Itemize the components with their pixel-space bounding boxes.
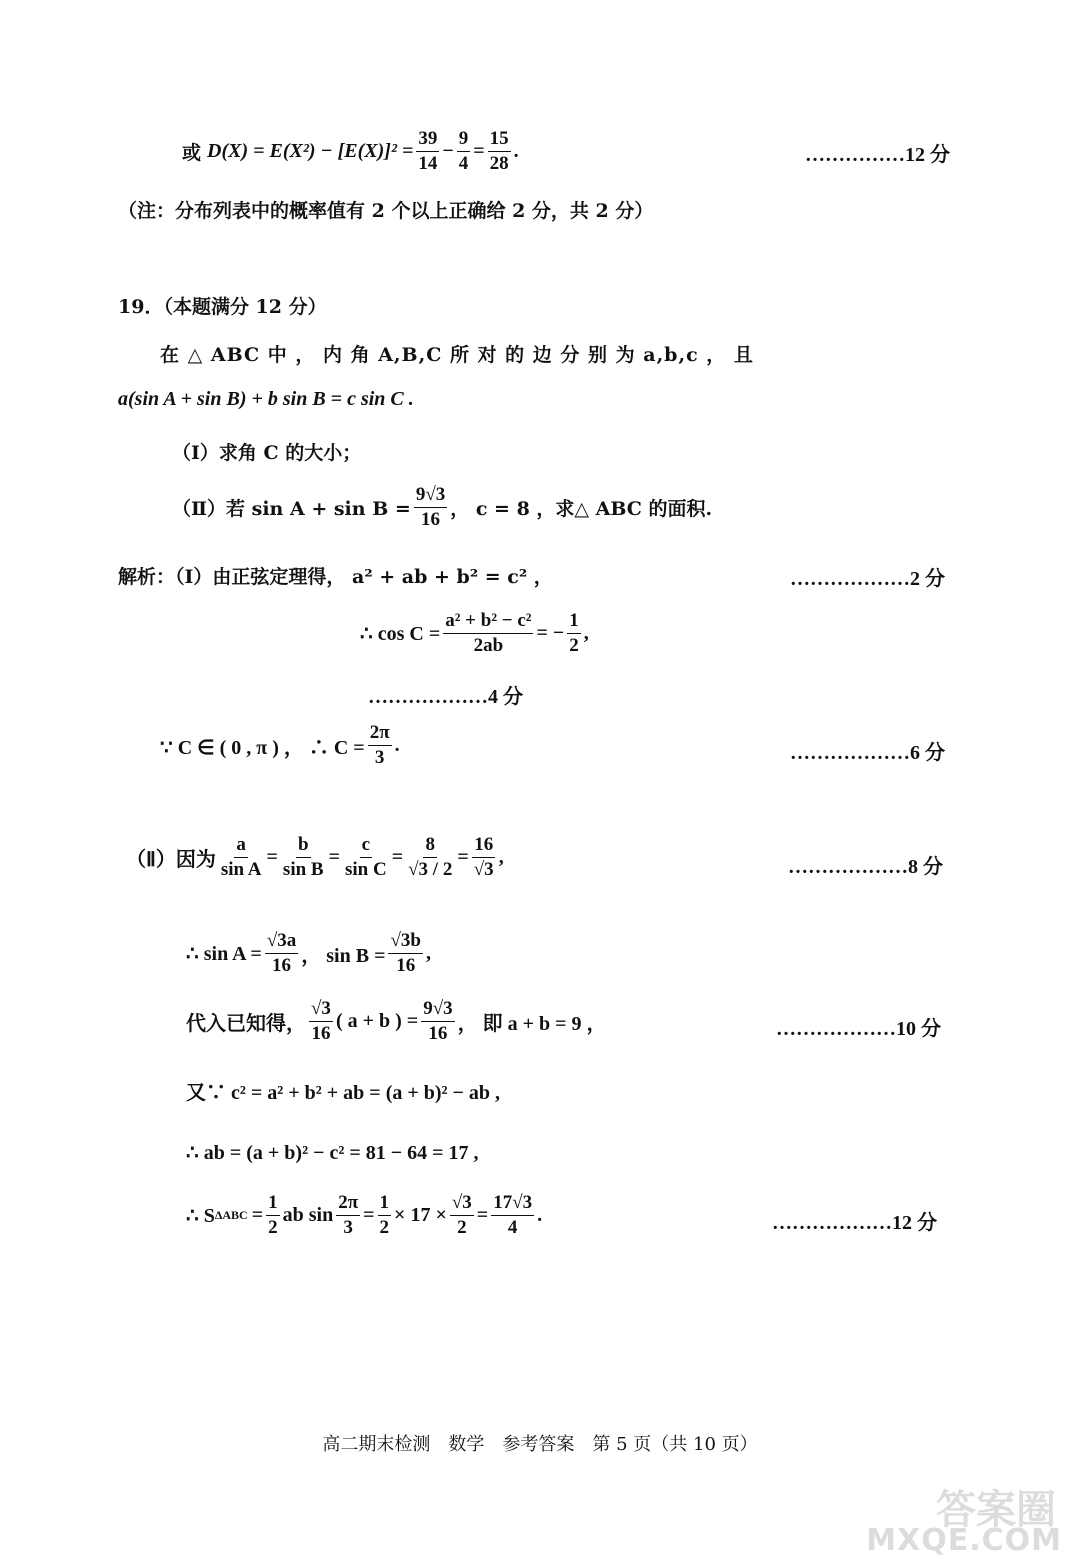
variance-prefix: 或 — [182, 141, 202, 164]
score-2: ………………2 分 — [790, 568, 945, 590]
page-footer: 高二期末检测 数学 参考答案 第 5 页（共 10 页） — [322, 1434, 758, 1455]
fraction-17sqrt3-4: $\frac{17√3}{4}$ — [493, 1192, 533, 1238]
fraction-a-sinA: $\frac{a}{\text{sin A}}$ — [220, 834, 262, 880]
question-part-2: （Ⅱ）若 sin A + sin B = $\frac{9√3}{16}$ ， c = 8 ，求△ ABC 的面积. — [172, 484, 713, 530]
question-stem-2: a(sin A + sin B) + b sin B = c sin C . — [118, 388, 414, 410]
fraction-39-14: $\frac{39}{14}$ — [418, 128, 438, 174]
score-6: ………………6 分 — [790, 742, 945, 764]
fraction-half-b: $\frac{1}{2}$ — [379, 1192, 390, 1238]
watermark-site: MXQE.COM — [866, 1523, 1062, 1558]
cosine-rule-line: 又∵ c² = a² + b² + ab = (a + b)² − ab , — [186, 1082, 501, 1104]
watermark-logo — [866, 1478, 1066, 1558]
score-12-a: ……………12 分 — [805, 144, 950, 166]
question-19-title: 19．（本题满分 12 分） — [118, 296, 327, 318]
ab-value-line: ∴ ab = (a + b)² − c² = 81 − 64 = 17 , — [186, 1142, 479, 1164]
watermark-logo-text: 答案圈 — [936, 1487, 1056, 1533]
fraction-15-28: $\frac{15}{28}$ — [489, 128, 509, 174]
fraction-sqrt3a-16: $\frac{√3a}{16}$ — [266, 930, 297, 976]
score-4: ………………4 分 — [368, 686, 523, 708]
fraction-2pi-3: $\frac{2\pi}{3}$ — [369, 722, 390, 768]
score-10: ………………10 分 — [776, 1018, 941, 1040]
variance-line: 或 D(X) = E(X²) − [E(X)]² = $\frac{39}{14}$ − $\frac{9}{4}$ = $\frac{15}{28}$ . — [182, 128, 519, 174]
substitution-line: 代入已知得， $\frac{√3}{16}$ ( a + b ) = $\frac{9√3}{16}$ ， 即 a + b = 9 ， — [186, 998, 607, 1044]
c-range-line: ∵ C ∈ ( 0 , π ) ， ∴ C = $\frac{2\pi}{3}$ . — [160, 722, 400, 768]
fraction-c-sinC: $\frac{c}{\text{sin C}}$ — [345, 834, 387, 880]
fraction-b-sinB: $\frac{b}{\text{sin B}}$ — [282, 834, 324, 880]
area-line: ∴ S ΔABC = $\frac{1}{2}$ ab sin $\frac{2\pi}{3}$ = $\frac{1}{2}$ × 17 × $\frac{√3}{2}$ = $\frac{17√3}{4}$ . — [186, 1192, 543, 1238]
fraction-cos-c: $\frac{\text{a² + b² − c²}}{2ab}$ — [445, 610, 532, 656]
fraction-9sqrt3-16: $\frac{9√3}{16}$ — [415, 484, 446, 530]
cos-c-line: ∴ cos C = $\frac{\text{a² + b² − c²}}{2ab}$ = − $\frac{1}{2}$ , — [360, 610, 589, 656]
fraction-9-4: $\frac{9}{4}$ — [458, 128, 469, 174]
fraction-9sqrt3-16-b: $\frac{9√3}{16}$ — [423, 998, 453, 1044]
score-8: ………………8 分 — [788, 856, 943, 878]
fraction-sqrt3-2: $\frac{√3}{2}$ — [451, 1192, 472, 1238]
fraction-16-sqrt3: $\frac{16}{√3}$ — [473, 834, 494, 880]
question-part-1: （Ⅰ）求角 C 的大小； — [172, 442, 362, 464]
sine-rule-line: （Ⅱ）因为 $\frac{a}{\text{sin A}}$ = $\frac{b}{\text{sin B}}$ = $\frac{c}{\text{sin C}}$ = $\frac{8}{√3 / 2}$ = $\frac{16}{√3}$ , — [126, 834, 504, 880]
fraction-2pi-3-b: $\frac{2\pi}{3}$ — [338, 1192, 359, 1238]
variance-formula: D(X) = E(X²) − [E(X)]² = — [207, 139, 414, 162]
fraction-sqrt3-16: $\frac{√3}{16}$ — [311, 998, 331, 1044]
fraction-one-half: $\frac{1}{2}$ — [569, 610, 579, 656]
score-12-b: ………………12 分 — [772, 1212, 937, 1234]
solution-part-1-line: 解析：（Ⅰ）由正弦定理得， a² + ab + b² = c² ， — [118, 566, 553, 588]
fraction-8-sqrt3-2: $\frac{8}{√3 / 2}$ — [408, 834, 453, 880]
sin-a-sin-b-line: ∴ sin A = $\frac{√3a}{16}$ ， sin B = $\frac{√3b}{16}$ , — [186, 930, 431, 976]
question-stem-1: 在 △ ABC 中 ， 内 角 A,B,C 所 对 的 边 分 别 为 a,b,c ， 且 — [160, 344, 754, 366]
fraction-sqrt3b-16: $\frac{√3b}{16}$ — [390, 930, 421, 976]
fraction-half-a: $\frac{1}{2}$ — [268, 1192, 278, 1238]
note-text: （注：分布列表中的概率值有 2 个以上正确给 2 分，共 2 分） — [118, 200, 654, 222]
